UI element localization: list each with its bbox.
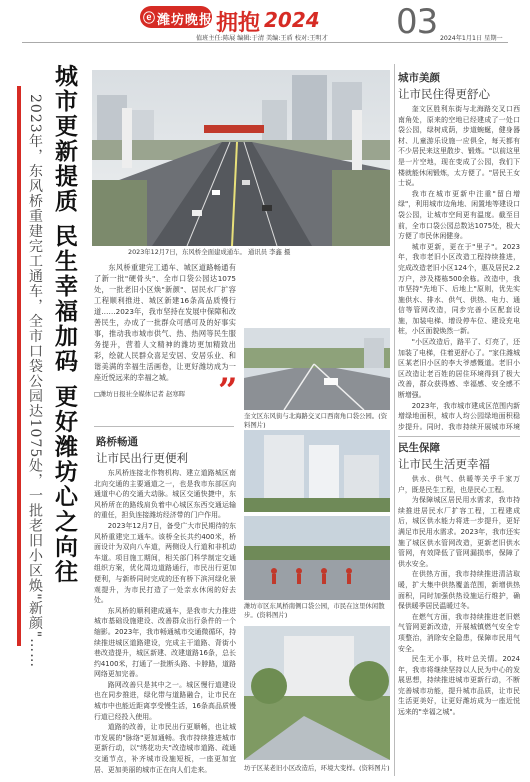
title-accent-bar	[17, 86, 21, 646]
mid-right-caption: 奎文区东风街与北海路交叉口西南角口袋公园。(资料图片)	[244, 412, 388, 429]
left-paragraph: 道路的改善，让市民出行更顺畅，也让城市发展的"脉络"更加通畅。我市持续推进城市更新行动，以"绣花功夫"改造城市道路、疏通交通节点，补齐城市设施短板，一座更加宜居、更加美丽的城市正在向人们走来。	[94, 723, 236, 774]
quote-mark-icon: ”	[218, 371, 238, 411]
left-bottom-photo-caption: 潍坊市区东风桥南侧口袋公园，市民在这里休闲散步。(资料图片)	[244, 602, 385, 619]
section-rule-left	[94, 426, 234, 427]
newspaper-name: 潍坊晚报	[157, 13, 214, 28]
photo-pocket-park-road	[244, 328, 390, 410]
lead-text: 东风桥重建完工通车、城区道路畅通有了新一批"硬骨头"、全市口袋公园达1075处，一批老旧小区焕"新颜"、居民水厂扩容工程顺利推进、城区新建16条高品质慢行道……2023年，我市坚持在发展中保障和改善民生，办成了一批群众可感可及的好事实事，推动我市城市供气、热、热网等民生服务提升，营着人文精神的潍坊更加精致出彩，绘就人民群众喜足安居、安居乐业、和谐美满的幸福生活画卷，让更好潍坊成为一座近悦远来的幸福之城。	[94, 263, 236, 382]
section-rule-right	[398, 436, 520, 437]
lead-paragraph	[94, 262, 236, 384]
right-section1-subtitle: 让市民住得更舒心	[398, 87, 490, 101]
header-rule	[22, 42, 508, 43]
editor-info: 值班主任:陈展 编辑:于清 美编:王盾 校对:王明才	[196, 35, 328, 42]
main-title: 城市更新提质 民生幸福加码 更好潍坊心之向往	[51, 64, 78, 585]
right-paragraph: 供水、供气、供暖等关乎千家万户，既是民生工程，也是民心工程。	[398, 475, 520, 494]
community-photo-illustration	[244, 626, 390, 760]
left-paragraph: 路网改善只是其中之一。城区慢行道建设也在同步推进，绿化带与道路融合，让市民在城市中也能近距离享受慢生活，16条高品质慢行道已经投入使用。	[94, 680, 236, 721]
left-paragraph: 东风桥的顺利建成通车，是我市大力推进城市基础设施建设、改善群众出行条件的一个缩影。2023年，我市畅通城市交通微循环，持续推进城区道路建设，完成主干道路、背街小巷改造提升，城区新建、改建道路16条，总长约4100米，打通了一批断头路、卡脖路，道路网络更加完善。	[94, 606, 236, 679]
logo-mark-icon: ⓔ	[143, 11, 156, 25]
right-paragraph: 城市更新，更在于"里子"。2023年，我市老旧小区改造工程持续推进，完成改造老旧小区124个，惠及居民2.2万户，涉及楼栋500余栋。改造中，我市坚持"先地下、后地上"原则，优先实施供水、排水、供气、供热、电力、通信等管网改造，同步完善小区配套设施，加装电梯、增设停车位、建设充电桩，小区面貌焕然一新。	[398, 242, 520, 336]
right-paragraph: 在供热方面，我市持续推进清洁取暖，扩大集中供热覆盖范围，新增供热面积，同时加强供热设施运行维护，确保供暖季居民温暖过冬。	[398, 570, 520, 611]
right-paragraph: 2023年，我市城市建成区范围内新增绿地面积，城市人均公园绿地面积稳步提升。同时，我市持续开展城市环境	[398, 401, 520, 430]
banner-year: 2024	[264, 8, 320, 32]
photo-square-dance	[244, 516, 390, 600]
lead-byline: □潍坊日报社全媒体记者 赵寒晖	[94, 390, 186, 398]
right-section1-body	[398, 104, 520, 430]
right-section1-title: 城市美颜	[398, 72, 440, 84]
right-paragraph: 在燃气方面，我市持续推进老旧燃气管网更新改造，开展城镇燃气安全专项整治，消除安全隐患，保障市民用气安全。	[398, 612, 520, 653]
bridge-photo-illustration	[92, 70, 390, 246]
page-number: 03	[396, 2, 438, 42]
left-section-title: 路桥畅通	[96, 436, 138, 448]
right-paragraph: 奎文区胜利东街与北海路交叉口西南角处，原来的空地已经建成了一处口袋公园，绿树成荫，步道蜿蜒，健身器材、儿童游乐设施一应俱全，每天都有不少居民来这里散步、锻炼。"以前这里是一片空地，现在变成了公园，我们下楼就能休闲锻炼，太方便了。"居民王女士说。	[398, 105, 520, 188]
square-photo-illustration	[244, 516, 390, 600]
issue-date: 2024年1月1日 星期一	[440, 35, 503, 42]
right-section2-subtitle: 让市民生活更幸福	[398, 457, 490, 471]
left-paragraph: 2023年12月7日，备受广大市民期待的东风桥重建完工通车。该桥全长共约400米，桥面设计为双向八车道，两侧设人行道和非机动车道。项目施工期间，相关部门科学制定交通组织方案，优化周边道路通行，市民出行更加便利，与新桥同时完成的还有桥下滨河绿化景观提升，为市民打造了一处亲水休闲的好去处。	[94, 521, 236, 605]
photo-old-community	[244, 626, 390, 760]
right-section2-body	[398, 474, 520, 776]
buildings-photo-illustration	[244, 430, 390, 512]
right-paragraph: 民生无小事，枝叶总关情。2024年，我市将继续坚持以人民为中心的发展思想，持续推进城市更新行动，不断完善城市功能，提升城市品质，让市民生活更美好，让更好潍坊成为一座近悦远来的"幸福之城"。	[398, 655, 520, 717]
right-section2-title: 民生保障	[398, 442, 440, 454]
banner-word: 拥抱	[216, 10, 261, 36]
photo-top-caption: 2023年12月7日，东风桥全面建成通车。 通讯员 李鑫 摄	[128, 248, 291, 256]
right-paragraph: "小区改造后，路平了、灯亮了，还加装了电梯，住着更舒心了。"家住潍城区某老旧小区的李大爷感慨道。老旧小区改造让老百姓的居住环境得到了极大改善，群众获得感、幸福感、安全感不断增强。	[398, 338, 520, 400]
left-section-body	[94, 468, 236, 774]
left-section-subtitle: 让市民出行更便利	[96, 451, 188, 465]
left-paragraph: 东风桥连接北作物机构、建立道路城区南北向交通的主要通道之一，也是我市东部区向通道中心的交通大动脉。城区交通快捷中，东风桥所在的路线肩负着中心城区东西交通运输的重任，担负连接潍坊经济带的门户作用。	[94, 469, 236, 520]
right-paragraph: 为保障城区居民用水需求，我市持续推进居民水厂扩容工程，工程建成后，城区供水能力将进一步提升，更好满足市民用水需求。2023年，我市还实施了城区供水管网改造，更新老旧供水管网，有效降低了管网漏损率，保障了供水安全。	[398, 496, 520, 568]
column-rule	[394, 64, 395, 776]
photo-dongfeng-bridge	[92, 70, 390, 246]
right-paragraph: 我市在城市更新中注重"留白增绿"，利用城市边角地、闲置地等建设口袋公园，让城市空间更有温度。截至目前，全市口袋公园总数达1075处，极大方便了市民休闲健身。	[398, 189, 520, 241]
bottom-mid-caption: 坊子区某老旧小区改造后，环境大变样。(资料图片)	[244, 764, 390, 772]
photo-buildings	[244, 430, 390, 512]
subtitle: 2023年，东风桥重建完工通车，全市口袋公园达1075处，一批老旧小区焕"新颜"……	[27, 94, 43, 669]
road-photo-illustration	[244, 328, 390, 410]
